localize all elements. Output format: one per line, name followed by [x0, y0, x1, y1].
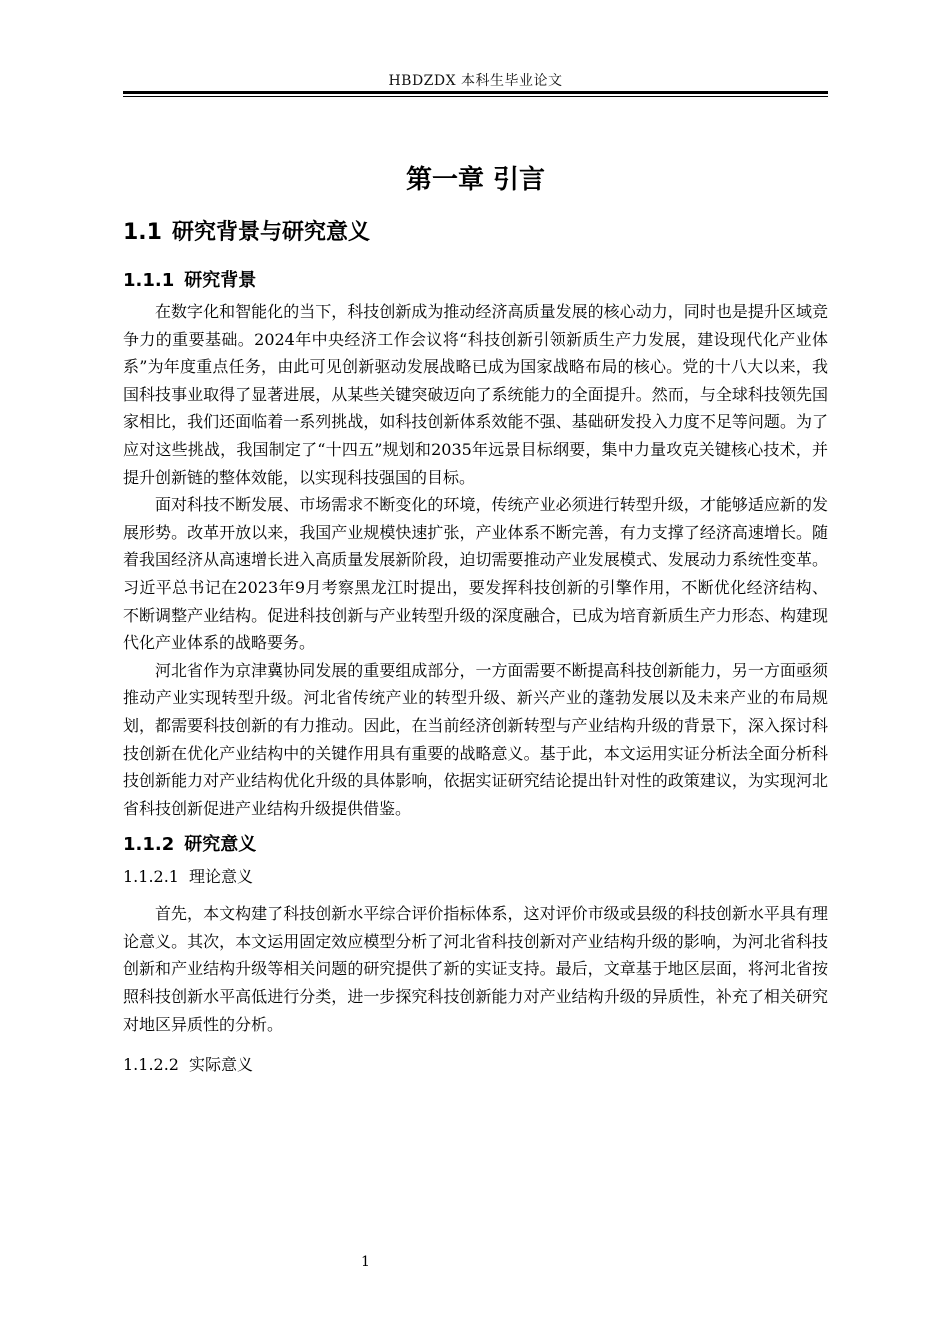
section-heading-1-1-2-1	[123, 862, 828, 892]
page-body	[123, 158, 828, 1088]
body-paragraph: 首先，本文构建了科技创新水平综合评价指标体系，这对评价市级或县级的科技创新水平具有理论意义。其次，本文运用固定效应模型分析了河北省科技创新对产业结构升级的影响，为河北省科技创新和产业结构升级等相关问题的研究提供了新的实证支持。最后，文章基于地区层面，将河北省按照科技创新水平高低进行分类，进一步探究科技创新能力对产业结构升级的异质性，补充了相关研究对地区异质性的分析。	[123, 904, 828, 1034]
section-heading-1-1	[123, 214, 828, 252]
body-paragraph: 面对科技不断发展、市场需求不断变化的环境，传统产业必须进行转型升级，才能够适应新的发展形势。改革开放以来，我国产业规模快速扩张，产业体系不断完善，有力支撑了经济高速增长。随着我国经济从高速增长进入高质量发展新阶段，迫切需要推动产业发展模式、发展动力系统性变革。习近平总书记在2023年9月考察黑龙江时提出，要发挥科技创新的引擎作用，不断优化经济结构、不断调整产业结构。促进科技创新与产业转型升级的深度融合，已成为培育新质生产力形态、构建现代化产业体系的战略要务。	[123, 495, 828, 653]
section-title: 理论意义	[188, 867, 253, 887]
body-paragraph: 河北省作为京津冀协同发展的重要组成部分，一方面需要不断提高科技创新能力，另一方面亟须推动产业实现转型升级。河北省传统产业的转型升级、新兴产业的蓬勃发展以及未来产业的布局规划，都需要科技创新的有力推动。因此，在当前经济创新转型与产业结构升级的背景下，深入探讨科技创新在优化产业结构中的关键作用具有重要的战略意义。基于此，本文运用实证分析法全面分析科技创新能力对产业结构优化升级的具体影响，依据实证研究结论提出针对性的政策建议，为实现河北省科技创新促进产业结构升级提供借鉴。	[123, 660, 828, 818]
body-paragraph: 在数字化和智能化的当下，科技创新成为推动经济高质量发展的核心动力，同时也是提升区域竞争力的重要基础。2024年中央经济工作会议将“科技创新引领新质生产力发展，建设现代化产业体系”为年度重点任务，由此可见创新驱动发展战略已成为国家战略布局的核心。党的十八大以来，我国科技事业取得了显著进展，从某些关键突破迈向了系统能力的全面提升。然而，与全球科技领先国家相比，我们还面临着一系列挑战，如科技创新体系效能不强、基础研发投入力度不足等问题。为了应对这些挑战，我国制定了“十四五”规划和2035年远景目标纲要，集中力量攻克关键核心技术，并提升创新链的整体效能，以实现科技强国的目标。	[123, 302, 828, 487]
header-rule-thin	[123, 96, 828, 97]
section-title: 研究背景与研究意义	[171, 220, 370, 245]
page-number: 1	[361, 1254, 370, 1270]
section-heading-1-1-2	[123, 828, 828, 862]
section-heading-1-1-2-2	[123, 1050, 828, 1080]
section-heading-1-1-1	[123, 264, 828, 298]
section-number: 1.1.1	[123, 270, 175, 291]
header-rule-thick	[123, 91, 828, 94]
section-title: 研究背景	[184, 270, 257, 291]
section-title: 实际意义	[188, 1055, 253, 1075]
chapter-title: 第一章 引言	[405, 165, 546, 195]
section-number: 1.1.2	[123, 834, 175, 856]
section-number: 1.1.2.1	[123, 867, 179, 887]
section-title: 研究意义	[184, 834, 257, 856]
section-number: 1.1	[123, 220, 162, 245]
running-header: HBDZDX 本科生毕业论文	[388, 73, 563, 89]
section-number: 1.1.2.2	[123, 1055, 179, 1075]
